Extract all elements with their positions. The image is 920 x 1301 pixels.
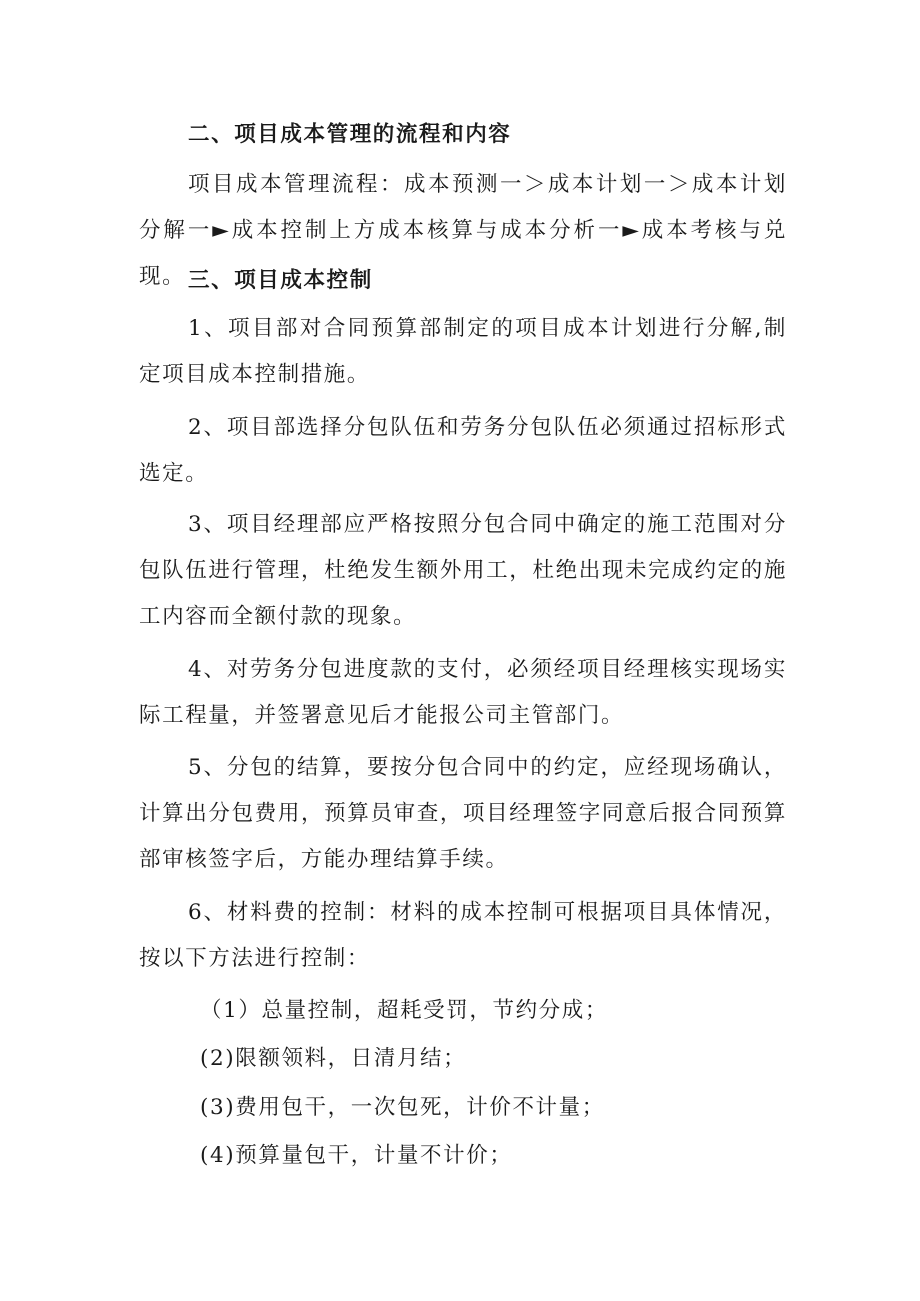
section-heading-control: 三、项目成本控制 [188,268,373,293]
paragraph-item-3: 3、项目经理部应严格按照分包合同中确定的施工范围对分包队伍进行管理，杜绝发生额外用工，杜绝出现未完成约定的施工内容而全额付款的现象。 [139,512,787,629]
list-item-sub-1: （1）总量控制，超耗受罚，节约分成； [200,998,608,1023]
list-item-sub-4: (4)预算量包干，计量不计价； [200,1143,513,1168]
list-item-sub-3: (3)费用包干，一次包死，计价不计量； [200,1095,605,1120]
list-item-sub-2: (2)限额领料，日清月结； [200,1046,467,1071]
paragraph-item-2: 2、项目部选择分包队伍和劳务分包队伍必须通过招标形式选定。 [139,415,787,486]
paragraph-item-4: 4、对劳务分包进度款的支付，必须经项目经理核实现场实际工程量，并签署意见后才能报公司主管部门。 [139,657,787,728]
paragraph-item-1: 1、项目部对合同预算部制定的项目成本计划进行分解,制定项目成本控制措施。 [139,316,787,387]
paragraph-item-5: 5、分包的结算，要按分包合同中的约定，应经现场确认，计算出分包费用，预算员审查，项目经理签字同意后报合同预算部审核签字后，方能办理结算手续。 [139,755,787,872]
paragraph-item-6: 6、材料费的控制：材料的成本控制可根据项目具体情况，按以下方法进行控制： [139,900,787,971]
section-heading-process: 二、项目成本管理的流程和内容 [188,122,512,147]
paragraph-process-flow: 项目成本管理流程：成本预测一＞成本计划一＞成本计划分解一►成本控制上方成本核算与成本分析一►成本考核与兑现。 [139,172,787,289]
